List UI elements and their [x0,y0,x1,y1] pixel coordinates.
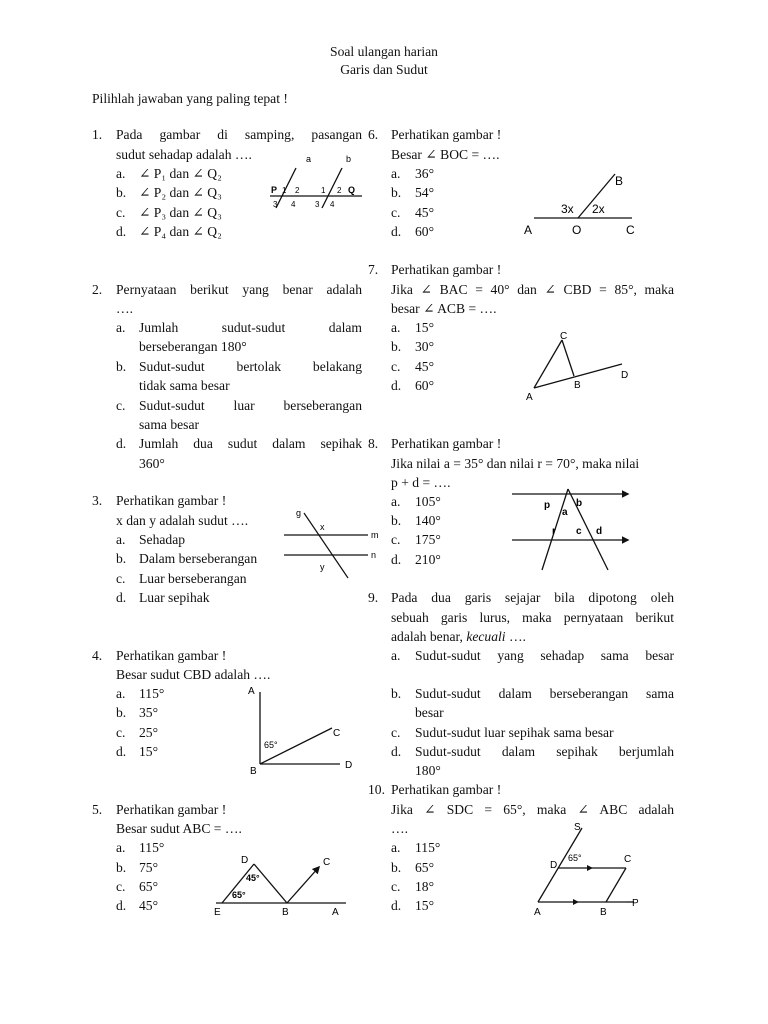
label-S: S [574,822,581,833]
figure-triangle-abc [520,328,636,404]
question-text: Perhatikan gambar ! [116,493,227,508]
question-text: Perhatikan gambar ! [391,127,502,142]
label-D: D [621,370,629,381]
label-a: a [562,507,568,518]
option-letter: a. [116,166,126,181]
option-letter: b. [116,551,127,566]
option-letter: b. [116,185,127,200]
angle-label-65: 65° [232,890,246,900]
label-D: D [550,860,558,871]
label-m: m [371,530,379,540]
label-x: x [320,522,325,532]
option-text: Sudut-sudut yang sehadap sama besar [415,648,674,663]
option-text: Luar berseberangan [139,571,247,586]
option-letter: b. [391,860,402,875]
label-B: B [574,380,581,391]
question-text: Pernyataan berikut yang benar adalah [116,282,362,297]
label-A: A [526,392,533,403]
label-y: y [320,562,325,572]
option-text: Jumlah dua sudut dalam sepihak [139,436,362,451]
svg-text:2: 2 [295,186,300,195]
option-letter: c. [116,205,126,220]
label-B: B [250,766,257,777]
option-text: 54° [415,185,435,200]
angle-label: 65° [264,740,278,750]
label-n: n [371,550,377,560]
option-text: 60° [415,378,435,393]
option-letter: c. [391,359,401,374]
svg-text:1: 1 [282,186,287,195]
label-P: P [271,185,278,195]
option-text: 15° [415,320,435,335]
option-text: ∠ P₂ dan ∠ Q₃ [139,185,222,200]
option-text: berseberangan 180° [139,339,247,354]
label-Q: Q [348,185,356,195]
option-text: 175° [415,532,441,547]
label-C: C [624,854,632,865]
question-number: 7. [368,262,379,277]
question-text: sebuah garis lurus, maka pernyataan berikut [391,610,674,625]
option-letter: b. [391,339,402,354]
label-B: B [600,907,607,918]
option-letter: a. [116,532,126,547]
label-A: A [524,223,533,237]
label-D: D [345,760,353,771]
option-letter: d. [116,744,127,759]
option-text: Sudut-sudut dalam berseberangan sama [415,686,674,701]
label-O: O [572,223,582,237]
option-text: 115° [139,686,165,701]
option-text: 18° [415,879,435,894]
option-text: tidak sama besar [139,378,230,393]
option-letter: c. [391,532,401,547]
emphasis-kecuali: kecuali [466,629,506,644]
question-number: 8. [368,436,379,451]
option-text: Sudut-sudut dalam sepihak berjumlah [415,744,674,759]
option-text: ∠ P₁ dan ∠ Q₂ [139,166,222,181]
option-text: 30° [415,339,435,354]
svg-text:2: 2 [337,186,342,195]
label-A: A [534,907,541,918]
question-text: Besar ∠ BOC = …. [391,147,500,162]
question-number: 4. [92,648,103,663]
question-number: 5. [92,802,103,817]
option-letter: d. [391,224,402,239]
option-text: 65° [415,860,435,875]
question-text: besar ∠ ACB = …. [391,301,497,316]
figure-angle-cbd [240,682,360,778]
svg-text:1: 1 [321,186,326,195]
option-letter: a. [391,320,401,335]
option-text: 15° [139,744,159,759]
option-text: 25° [139,725,159,740]
option-text: 75° [139,860,159,875]
option-letter: d. [391,378,402,393]
option-letter: d. [116,224,127,239]
figure-transversal-g [282,504,382,582]
option-text: Sudut-sudut bertolak belakang [139,359,362,374]
label-g: g [296,508,302,518]
label-b: b [576,498,583,509]
option-text: Sudut-sudut luar sepihak sama besar [415,725,614,740]
option-letter: b. [116,705,127,720]
option-text: 180° [415,763,441,778]
label-a: a [306,154,312,164]
option-text: Sudut-sudut luar berseberangan [139,398,362,413]
option-letter: b. [391,686,402,701]
question-number: 2. [92,282,103,297]
option-text: sama besar [139,417,200,432]
option-letter: b. [391,185,402,200]
question-text: Besar sudut ABC = …. [116,821,242,836]
option-text: 36° [415,166,435,181]
option-text: 105° [415,494,441,509]
question-text: Besar sudut CBD adalah …. [116,667,271,682]
question-text: adalah benar, kecuali …. [391,629,526,644]
label-p: p [544,500,551,511]
option-letter: d. [116,590,127,605]
label-D: D [241,855,249,866]
angle-label-2x: 2x [592,202,605,216]
option-text: 15° [415,898,435,913]
label-C: C [323,857,331,868]
option-text: Luar sepihak [139,590,210,605]
option-text: 45° [139,898,159,913]
label-A: A [248,686,255,697]
label-B: B [282,907,289,918]
angle-label-45: 45° [246,873,260,883]
question-number: 3. [92,493,103,508]
angle-label: 65° [568,853,582,863]
option-letter: d. [116,898,127,913]
option-letter: b. [116,860,127,875]
question-text: Jika ∠ BAC = 40° dan ∠ CBD = 85°, maka [391,282,674,297]
instruction: Pilihlah jawaban yang paling tepat ! [92,91,288,106]
question-number: 1. [92,127,103,142]
option-letter: d. [116,436,127,451]
label-C: C [626,223,635,237]
option-text: 35° [139,705,159,720]
option-text: 115° [139,840,165,855]
question-text: Perhatikan gambar ! [116,802,227,817]
question-text: Pada dua garis sejajar bila dipotong oleh [391,590,674,605]
option-text: ∠ P₄ dan ∠ Q₂ [139,224,222,239]
question-text: Pada gambar di samping, pasangan [116,127,362,142]
question-text: Jika ∠ SDC = 65°, maka ∠ ABC adalah [391,802,674,817]
option-letter: d. [391,552,402,567]
option-text: Dalam berseberangan [139,551,258,566]
option-text: 360° [139,456,165,471]
option-letter: a. [391,648,401,663]
label-B: B [615,174,624,188]
option-text: 45° [415,359,435,374]
option-letter: a. [391,494,401,509]
option-letter: c. [116,398,126,413]
label-A: A [332,907,339,918]
label-c: c [576,526,582,537]
figure-parallelogram [526,818,652,920]
document-title: Soal ulangan harian [330,44,438,59]
option-text: Sehadap [139,532,186,547]
question-text: x dan y adalah sudut …. [116,513,249,528]
label-E: E [214,907,221,918]
option-letter: d. [391,898,402,913]
option-text: ∠ P₃ dan ∠ Q₃ [139,205,222,220]
option-letter: b. [116,359,127,374]
option-letter: c. [391,205,401,220]
option-letter: c. [116,879,126,894]
question-number: 9. [368,590,379,605]
option-text: 60° [415,224,435,239]
angle-label-3x: 3x [561,202,574,216]
figure-angle-abc [210,850,350,920]
question-text: Perhatikan gambar ! [116,648,227,663]
label-C: C [333,728,341,739]
question-number: 6. [368,127,379,142]
document-subtitle: Garis dan Sudut [340,62,428,77]
option-letter: c. [116,571,126,586]
option-text: 210° [415,552,441,567]
option-letter: b. [391,513,402,528]
label-b: b [346,154,352,164]
option-letter: c. [391,725,401,740]
question-text: Jika nilai a = 35° dan nilai r = 70°, maka nilai [391,456,640,471]
figure-parallel-triangle [506,484,636,574]
svg-text:3: 3 [315,200,320,209]
option-text: 65° [139,879,159,894]
svg-text:4: 4 [291,200,296,209]
question-text: p + d = …. [391,475,451,490]
option-text: 45° [415,205,435,220]
option-letter: c. [391,879,401,894]
label-C: C [560,331,568,342]
question-text: Perhatikan gambar ! [391,436,502,451]
question-number: 10. [368,782,385,797]
svg-text:3: 3 [273,200,278,209]
question-text: …. [116,301,133,316]
svg-text:4: 4 [330,200,335,209]
option-letter: a. [116,320,126,335]
label-d: d [596,526,603,537]
figure-parallel-lines-transversals [266,152,366,220]
option-text: 140° [415,513,441,528]
option-letter: a. [116,840,126,855]
option-text: 115° [415,840,441,855]
option-letter: a. [391,166,401,181]
option-text: besar [415,705,444,720]
question-text: Perhatikan gambar ! [391,782,502,797]
option-text: Jumlah sudut-sudut dalam [139,320,362,335]
figure-angle-boc [520,168,646,238]
question-text: Perhatikan gambar ! [391,262,502,277]
label-r: r [552,526,556,537]
label-P: P [632,898,639,909]
option-letter: c. [116,725,126,740]
option-letter: a. [391,840,401,855]
question-text: sudut sehadap adalah …. [116,147,252,162]
option-letter: a. [116,686,126,701]
question-text: …. [391,821,408,836]
option-letter: d. [391,744,402,759]
